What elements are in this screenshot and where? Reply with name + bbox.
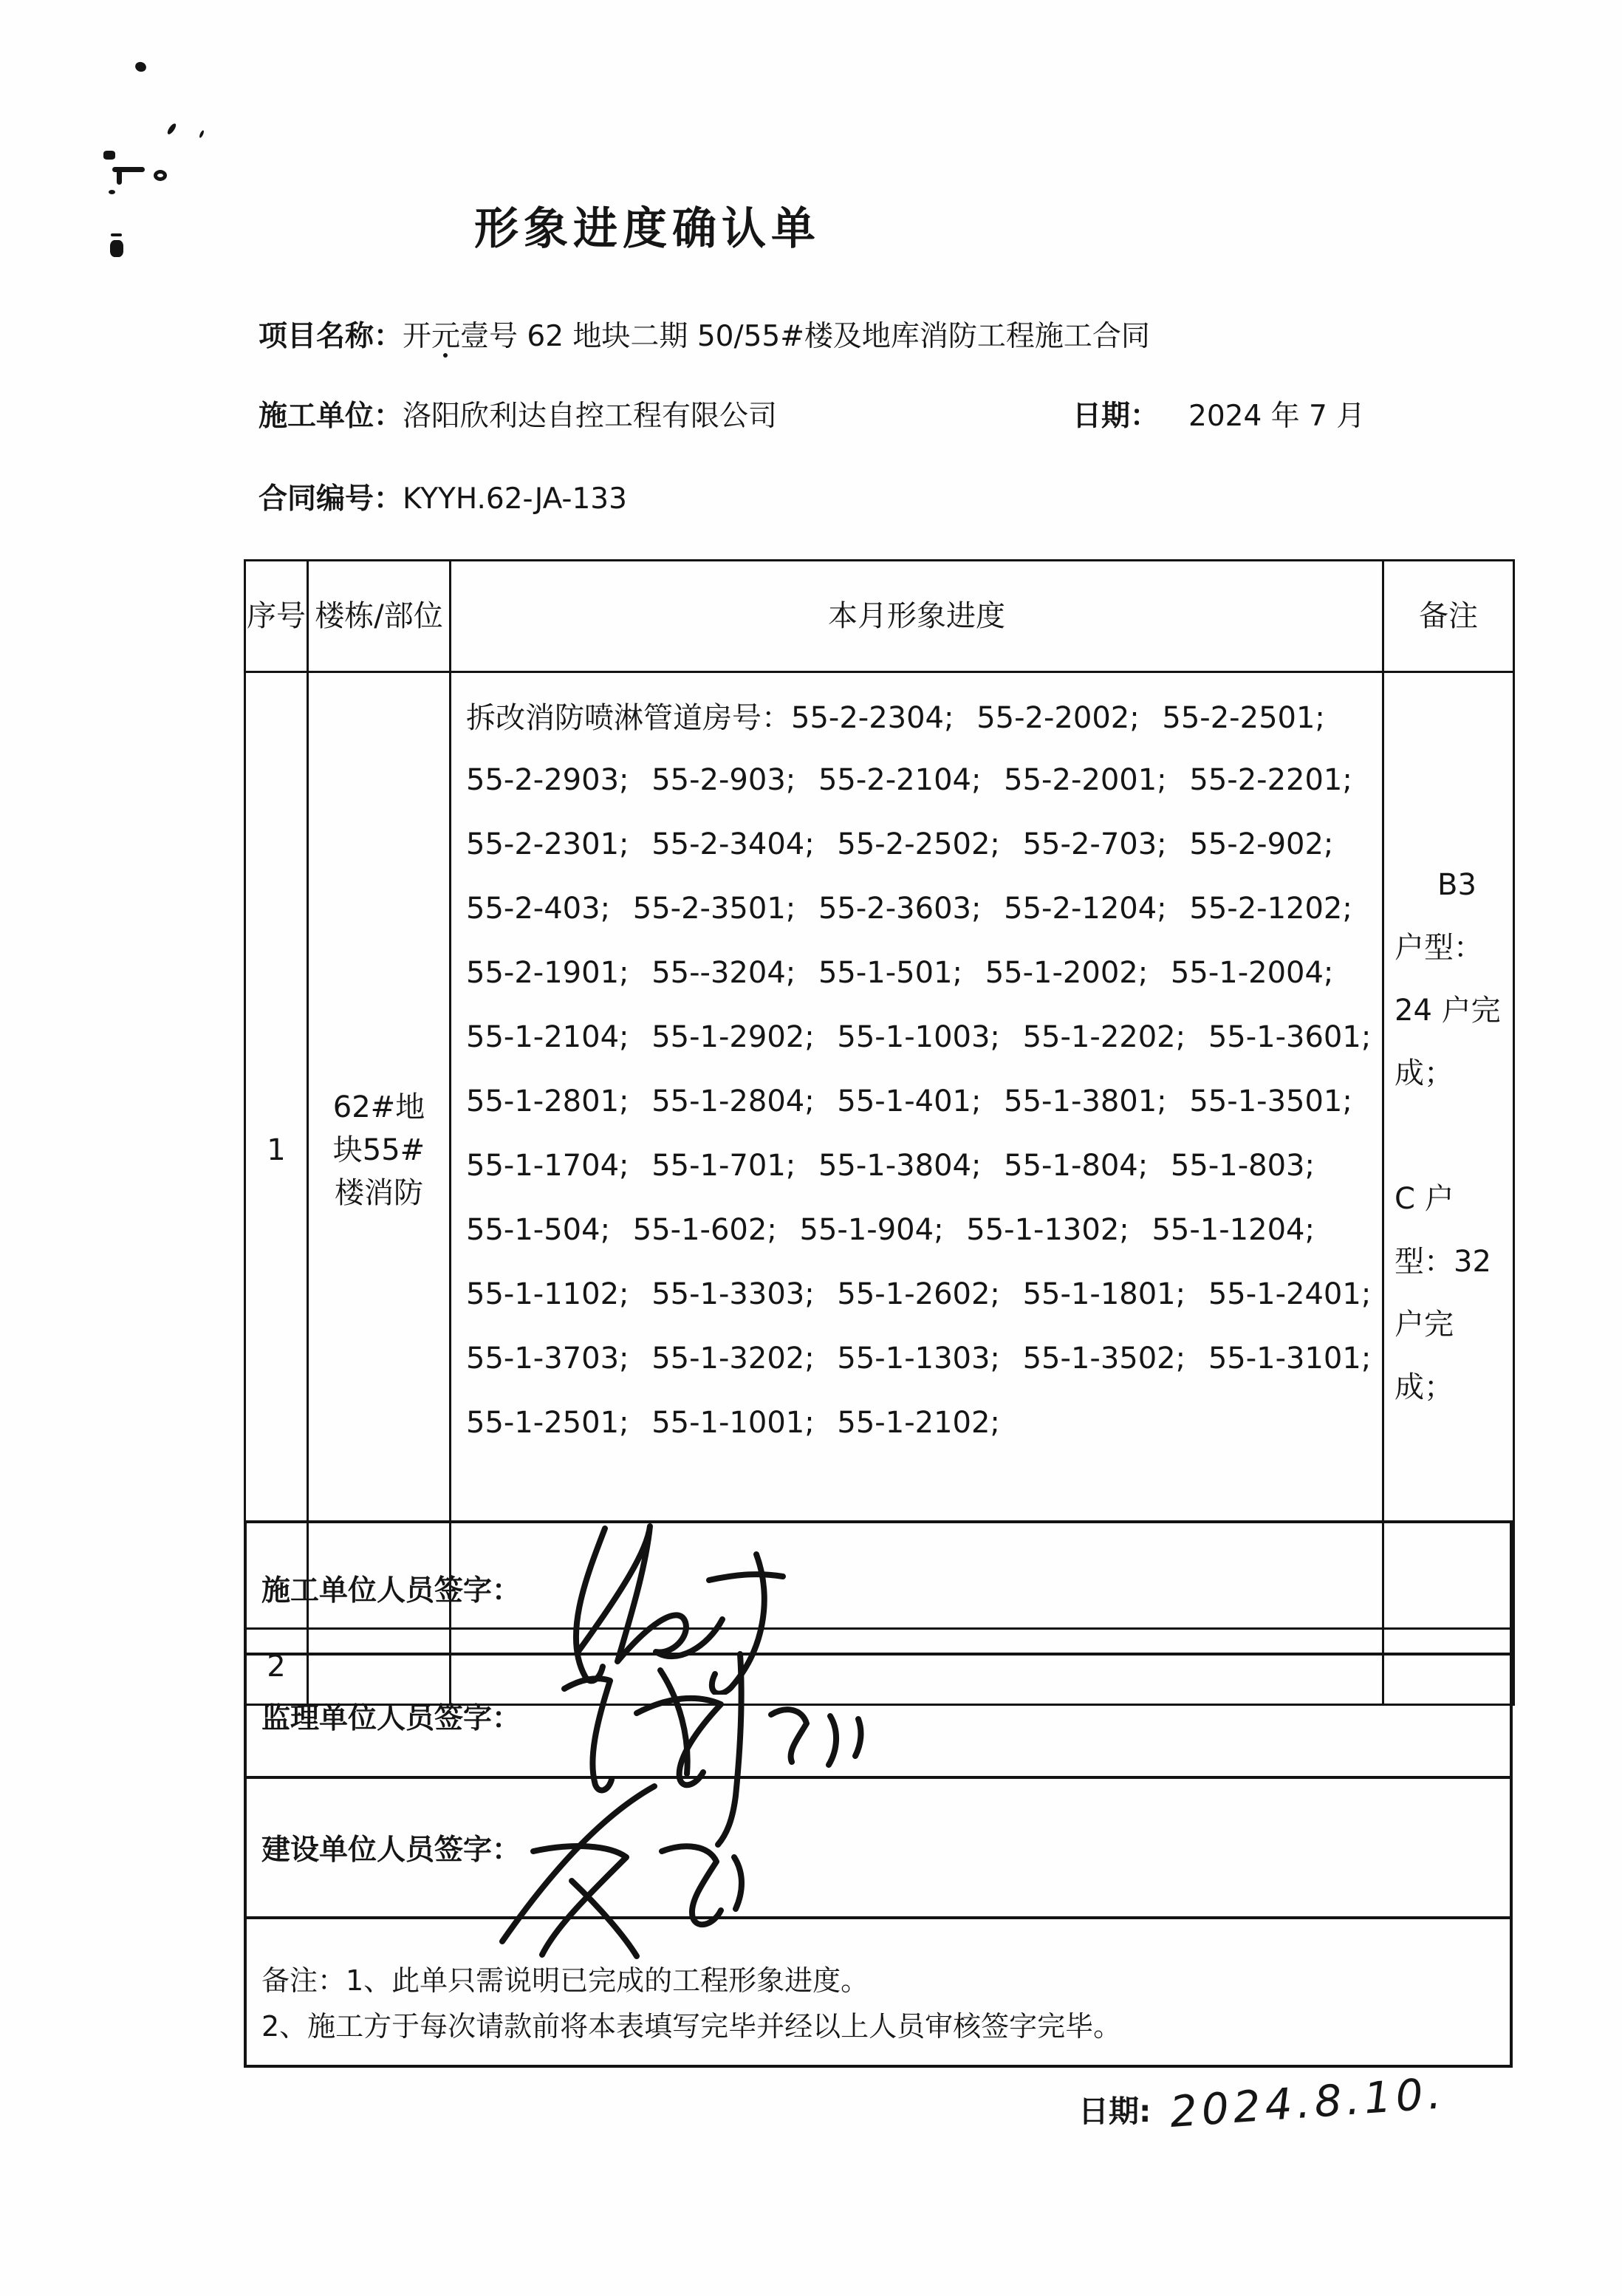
owner-signature-label: 建设单位人员签字： bbox=[261, 1834, 521, 1867]
contract-no-label: 合同编号： bbox=[259, 482, 403, 516]
progress-line: 55-1-3703; 55-1-3202; 55-1-1303; 55-1-3502; 55-1-3101; bbox=[466, 1341, 1372, 1376]
progress-line: 55-1-1102; 55-1-3303; 55-1-2602; 55-1-1801; 55-1-2401; bbox=[466, 1277, 1372, 1311]
footer-date-label: 日期: bbox=[1078, 2094, 1152, 2129]
handwritten-date: 2024.8.10. bbox=[1168, 2068, 1448, 2137]
report-date-label: 日期： bbox=[1072, 400, 1160, 433]
report-date-value: 2024 年 7 月 bbox=[1188, 400, 1366, 433]
column-header-progress: 本月形象进度 bbox=[451, 561, 1383, 672]
progress-line: 55-2-1901; 55--3204; 55-1-501; 55-1-2002; 55-1-2004; bbox=[466, 955, 1334, 990]
page-title: 形象进度确认单 bbox=[474, 203, 821, 255]
contractor-line bbox=[259, 393, 777, 434]
remark-paragraph: B3 户型：24 户完成； bbox=[1395, 868, 1501, 1090]
project-name-line bbox=[259, 313, 1150, 355]
progress-line: 55-1-504; 55-1-602; 55-1-904; 55-1-1302; 55-1-1204; bbox=[466, 1212, 1315, 1247]
scan-artifact bbox=[103, 151, 115, 160]
footer-date-line bbox=[1078, 2068, 1448, 2137]
report-date-line bbox=[1072, 393, 1365, 434]
scan-artifact bbox=[166, 123, 177, 136]
remark-paragraph: C 户型：32 户完成； bbox=[1395, 1182, 1491, 1404]
notes-text bbox=[247, 1919, 1510, 2049]
row1-index-cell: 1 bbox=[245, 672, 308, 1629]
contractor-label: 施工单位： bbox=[259, 400, 403, 433]
project-name-value: 开元壹号 62 地块二期 50/55#楼及地库消防工程施工合同 bbox=[403, 320, 1150, 353]
project-name-label: 项目名称： bbox=[259, 320, 403, 353]
progress-line: 55-2-2301; 55-2-3404; 55-2-2502; 55-2-703; 55-2-902; bbox=[466, 827, 1334, 861]
column-header-remark: 备注 bbox=[1383, 561, 1514, 672]
progress-line: 55-1-1704; 55-1-701; 55-1-3804; 55-1-804; 55-1-803; bbox=[466, 1148, 1315, 1183]
progress-line: 拆改消防喷淋管道房号：55-2-2304; 55-2-2002; 55-2-2501; bbox=[466, 701, 1325, 735]
progress-line: 55-1-2801; 55-1-2804; 55-1-401; 55-1-3801; 55-1-3501; bbox=[466, 1084, 1352, 1118]
contractor-signature-row bbox=[244, 1520, 1513, 1656]
supervisor-signature-row bbox=[244, 1653, 1513, 1779]
row1-remark-cell bbox=[1383, 672, 1514, 1629]
contractor-signature-label: 施工单位人员签字： bbox=[261, 1574, 521, 1607]
row2-index-cell: 2 bbox=[245, 1629, 308, 1705]
column-header-location: 楼栋/部位 bbox=[308, 561, 451, 672]
column-header-index: 序号 bbox=[245, 561, 308, 672]
progress-line: 55-2-2903; 55-2-903; 55-2-2104; 55-2-2001; 55-2-2201; bbox=[466, 762, 1352, 797]
scan-artifact bbox=[109, 190, 115, 194]
notes-row bbox=[244, 1916, 1513, 2068]
contract-no-value: KYYH.62-JA-133 bbox=[403, 482, 627, 516]
scan-artifact bbox=[117, 167, 122, 185]
progress-line: 55-1-2501; 55-1-1001; 55-1-2102; bbox=[466, 1405, 1000, 1440]
scan-artifact bbox=[154, 170, 167, 181]
progress-line: 55-1-2104; 55-1-2902; 55-1-1003; 55-1-2202; 55-1-3601; bbox=[466, 1019, 1372, 1054]
scan-artifact bbox=[199, 130, 205, 139]
notes-line: 2、施工方于每次请款前将本表填写完毕并经以上人员审核签字完毕。 bbox=[261, 2010, 1122, 2043]
table-header-row bbox=[245, 561, 1514, 672]
owner-signature-row bbox=[244, 1776, 1513, 1919]
signature-section bbox=[244, 1520, 1513, 2068]
scan-artifact bbox=[110, 240, 123, 257]
scan-artifact bbox=[134, 61, 148, 73]
table-row bbox=[245, 672, 1514, 1629]
contract-no-line bbox=[259, 476, 627, 517]
supervisor-signature-label: 监理单位人员签字： bbox=[261, 1701, 521, 1735]
progress-line: 55-2-403; 55-2-3501; 55-2-3603; 55-2-1204; 55-2-1202; bbox=[466, 891, 1352, 926]
notes-line: 备注：1、此单只需说明已完成的工程形象进度。 bbox=[261, 1964, 869, 1997]
contractor-value: 洛阳欣利达自控工程有限公司 bbox=[403, 400, 778, 433]
row1-location-cell: 62#地块55#楼消防 bbox=[308, 672, 451, 1629]
row1-progress-cell bbox=[451, 672, 1383, 1629]
scan-artifact bbox=[111, 233, 122, 236]
